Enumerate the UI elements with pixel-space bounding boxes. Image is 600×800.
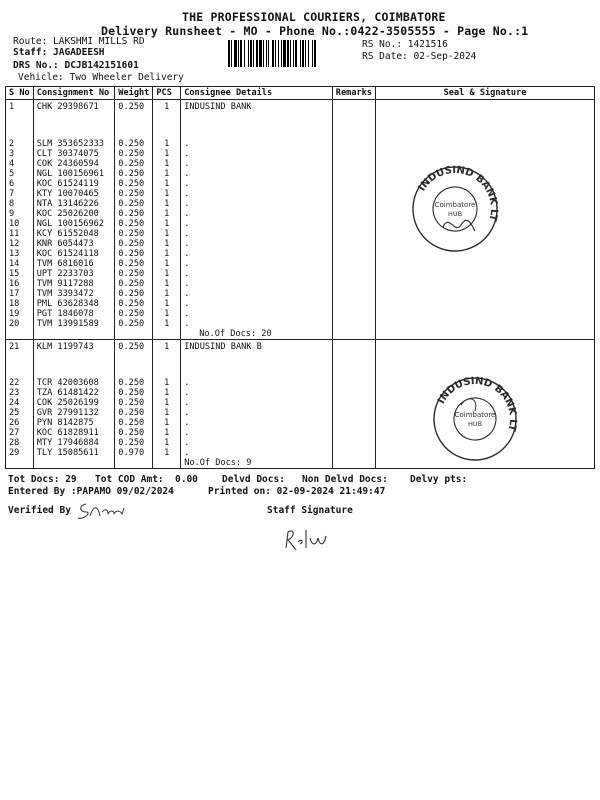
cell-consignment: PML 63628348 (33, 299, 115, 309)
drs-number: DRS No.: DCJB142151601 (13, 60, 139, 71)
cell-sno: 28 (6, 438, 34, 448)
cell-seal (376, 279, 595, 289)
cell-consignment: KLM 1199743 (33, 340, 115, 353)
table-row (6, 269, 595, 279)
cell-consignment: TCR 42003608 (33, 378, 115, 388)
cell-consignment: KOC 25026200 (33, 209, 115, 219)
cell-consignment: CHK 29398671 (33, 100, 115, 113)
cell-sno: 8 (6, 199, 34, 209)
cell-pcs: 1 (153, 398, 181, 408)
barcode-bar (308, 40, 309, 67)
cell-remarks (332, 159, 375, 169)
cell-pcs: 1 (153, 249, 181, 259)
cell-pcs: 1 (153, 209, 181, 219)
cell-consignee: . (181, 438, 333, 448)
cell-consignment: TVM 9117288 (33, 279, 115, 289)
cell-consignment: NGL 100156961 (33, 169, 115, 179)
staff-label: Staff: JAGADEESH (13, 47, 105, 58)
seal-center-city: Coimbatore (454, 411, 496, 419)
cell-pcs: 1 (153, 229, 181, 239)
cell-pcs: 1 (153, 159, 181, 169)
cell-remarks (332, 139, 375, 149)
col-remarks: Remarks (332, 87, 375, 100)
verified-by-label: Verified By (8, 505, 71, 516)
cell-consignee: . (181, 418, 333, 428)
cell-consignment: TZA 61481422 (33, 388, 115, 398)
cell-remarks (332, 418, 375, 428)
table-row (6, 309, 595, 319)
table-row (6, 169, 595, 179)
cell-weight: 0.250 (115, 189, 153, 199)
cell-sno: 22 (6, 378, 34, 388)
table-header (6, 87, 595, 100)
barcode-bar (259, 40, 262, 67)
cell-consignee: . (181, 388, 333, 398)
cell-pcs: 1 (153, 199, 181, 209)
table-row (6, 319, 595, 329)
tot-cod-amount: 0.00 (175, 474, 198, 485)
cell-remarks (332, 229, 375, 239)
cell-sno: 20 (6, 319, 34, 329)
group-1-footer (6, 329, 595, 340)
cell-weight: 0.250 (115, 418, 153, 428)
table-row (6, 279, 595, 289)
cell-seal (376, 100, 595, 113)
group-footer (6, 329, 595, 340)
barcode-bar (244, 40, 245, 67)
barcode-bar (293, 40, 294, 67)
cell-pcs: 1 (153, 319, 181, 329)
cell-consignment: CLT 30374075 (33, 149, 115, 159)
cell-consignee: . (181, 249, 333, 259)
cell-pcs: 1 (153, 418, 181, 428)
cell-weight: 0.250 (115, 219, 153, 229)
rs-number: RS No.: 1421516 (362, 39, 448, 50)
cell-sno: 24 (6, 398, 34, 408)
staff-signature (280, 524, 328, 554)
cell-consignee: . (181, 279, 333, 289)
cell-seal (376, 149, 595, 159)
cell-sno: 10 (6, 219, 34, 229)
bank-seal-stamp-2 (427, 375, 523, 463)
cell-pcs: 1 (153, 169, 181, 179)
cell-consignment: UPT 2233703 (33, 269, 115, 279)
cell-consignment: NGL 100156962 (33, 219, 115, 229)
cell-sno: 3 (6, 149, 34, 159)
cell-remarks (332, 259, 375, 269)
cell-sno: 4 (6, 159, 34, 169)
cell-pcs: 1 (153, 428, 181, 438)
cell-pcs: 1 (153, 269, 181, 279)
cell-pcs: 1 (153, 448, 181, 458)
cell-consignment: KTY 10070465 (33, 189, 115, 199)
col-weight: Weight (115, 87, 153, 100)
barcode-bar (302, 40, 304, 67)
cell-consignment: TVM 3393472 (33, 289, 115, 299)
tot-docs: Tot Docs: 29 (8, 474, 77, 485)
company-title: THE PROFESSIONAL COURIERS, COIMBATORE (182, 10, 446, 24)
cell-sno: 26 (6, 418, 34, 428)
cell-remarks (332, 199, 375, 209)
cell-consignee: . (181, 239, 333, 249)
cell-seal (376, 139, 595, 149)
cell-consignment: MTY 17946884 (33, 438, 115, 448)
barcode-bar (268, 40, 269, 67)
cell-consignee: . (181, 309, 333, 319)
cell-consignment: TLY 15085611 (33, 448, 115, 458)
cell-consignment: TVM 13991589 (33, 319, 115, 329)
cell-remarks (332, 428, 375, 438)
cell-remarks (332, 100, 375, 113)
cell-consignment: COK 25026199 (33, 398, 115, 408)
barcode-bar (314, 40, 316, 67)
col-sno: S No (6, 87, 34, 100)
seal-center-hub: HUB (447, 210, 463, 218)
cell-pcs: 1 (153, 438, 181, 448)
cell-consignment: TVM 6816016 (33, 259, 115, 269)
col-consignee: Consignee Details (181, 87, 333, 100)
barcode-bar (250, 40, 252, 67)
cell-remarks (332, 189, 375, 199)
cell-weight: 0.250 (115, 229, 153, 239)
cell-pcs: 1 (153, 289, 181, 299)
seal-arc-text: INDUSIND BANK LTD. (436, 375, 519, 433)
table-row (6, 239, 595, 249)
cell-consignee: . (181, 289, 333, 299)
cell-sno: 13 (6, 249, 34, 259)
barcode-bar (263, 40, 264, 67)
barcode-bar (231, 40, 232, 67)
cell-seal (376, 309, 595, 319)
cell-weight: 0.250 (115, 289, 153, 299)
rs-date: RS Date: 02-Sep-2024 (362, 51, 477, 62)
cell-weight: 0.250 (115, 269, 153, 279)
barcode-bar (248, 40, 249, 67)
col-seal-signature: Seal & Signature (376, 87, 595, 100)
cell-consignee: . (181, 269, 333, 279)
cell-seal (376, 289, 595, 299)
table-row (6, 259, 595, 269)
cell-seal (376, 259, 595, 269)
barcode (228, 40, 356, 67)
cell-consignment: KOC 61828911 (33, 428, 115, 438)
cell-weight: 0.250 (115, 149, 153, 159)
cell-sno: 14 (6, 259, 34, 269)
barcode-bar (278, 40, 279, 67)
cell-consignee: . (181, 448, 333, 458)
cell-consignee: . (181, 398, 333, 408)
cell-consignee: . (181, 149, 333, 159)
cell-pcs: 1 (153, 378, 181, 388)
cell-sno: 25 (6, 408, 34, 418)
cell-pcs: 1 (153, 219, 181, 229)
col-pcs: PCS (153, 87, 181, 100)
delvy-pts: Delvy pts: (410, 474, 468, 485)
cell-seal (376, 299, 595, 309)
cell-weight: 0.250 (115, 259, 153, 269)
cell-consignment: KCY 61552048 (33, 229, 115, 239)
cell-weight: 0.250 (115, 239, 153, 249)
table-row (6, 299, 595, 309)
cell-pcs: 1 (153, 179, 181, 189)
table-row (6, 159, 595, 169)
table-row (6, 289, 595, 299)
table-row (6, 189, 595, 199)
cell-weight: 0.250 (115, 398, 153, 408)
cell-weight: 0.250 (115, 428, 153, 438)
cell-sno: 29 (6, 448, 34, 458)
cell-remarks (332, 289, 375, 299)
barcode-bar (275, 40, 276, 67)
printed-on: Printed on: 02-09-2024 21:49:47 (208, 486, 386, 497)
cell-pcs: 1 (153, 239, 181, 249)
cell-pcs: 1 (153, 279, 181, 289)
cell-sno: 17 (6, 289, 34, 299)
runsheet-subtitle: Delivery Runsheet - MO - Phone No.:0422-3505555 - Page No.:1 (101, 24, 529, 38)
cell-weight: 0.250 (115, 378, 153, 388)
cell-sno: 18 (6, 299, 34, 309)
cell-weight: 0.250 (115, 199, 153, 209)
cell-consignee: . (181, 319, 333, 329)
cell-consignment: GVR 27991132 (33, 408, 115, 418)
cell-seal (376, 269, 595, 279)
entered-by: Entered By :PAPAMO 09/02/2024 (8, 486, 174, 497)
cell-pcs: 1 (153, 388, 181, 398)
cell-consignee: . (181, 159, 333, 169)
table-row (6, 209, 595, 219)
tot-cod-label: Tot COD Amt: (95, 474, 164, 485)
cell-consignee: . (181, 259, 333, 269)
barcode-bar (256, 40, 258, 67)
table-row (6, 100, 595, 113)
cell-weight: 0.250 (115, 249, 153, 259)
cell-weight: 0.250 (115, 169, 153, 179)
cell-weight: 0.250 (115, 438, 153, 448)
cell-remarks (332, 438, 375, 448)
cell-remarks (332, 269, 375, 279)
barcode-bar (238, 40, 239, 67)
cell-remarks (332, 378, 375, 388)
cell-remarks (332, 448, 375, 458)
col-consignment: Consignment No (33, 87, 115, 100)
verified-signature (74, 498, 130, 522)
cell-remarks (332, 309, 375, 319)
group-1-rows (6, 139, 595, 329)
group-1 (6, 100, 595, 140)
cell-sno: 1 (6, 100, 34, 113)
cell-weight: 0.250 (115, 179, 153, 189)
cell-remarks (332, 319, 375, 329)
cell-sno: 19 (6, 309, 34, 319)
table-row (6, 199, 595, 209)
cell-weight: 0.250 (115, 340, 153, 353)
cell-pcs: 1 (153, 100, 181, 113)
cell-sno: 6 (6, 179, 34, 189)
bank-seal-stamp (405, 165, 505, 253)
cell-remarks (332, 340, 375, 353)
cell-sno: 9 (6, 209, 34, 219)
cell-consignment: SLM 353652333 (33, 139, 115, 149)
barcode-bar (283, 40, 286, 67)
cell-weight: 0.250 (115, 279, 153, 289)
cell-remarks (332, 388, 375, 398)
group-2 (6, 340, 595, 379)
cell-consignee: . (181, 229, 333, 239)
cell-sno: 7 (6, 189, 34, 199)
cell-weight: 0.250 (115, 309, 153, 319)
cell-pcs: 1 (153, 139, 181, 149)
cell-consignment: KOC 61524118 (33, 249, 115, 259)
barcode-bar (290, 40, 291, 67)
seal-center-hub: HUB (467, 420, 483, 428)
table-row (6, 249, 595, 259)
cell-consignment: KNR 6054473 (33, 239, 115, 249)
barcode-bar (253, 40, 254, 67)
seal-arc-text: INDUSIND BANK LTD. (416, 165, 500, 223)
table-row (6, 149, 595, 159)
barcode-bar (281, 40, 282, 67)
cell-sno: 15 (6, 269, 34, 279)
cell-pcs: 1 (153, 149, 181, 159)
table-row (6, 229, 595, 239)
table-row (6, 219, 595, 229)
cell-consignee: . (181, 428, 333, 438)
seal-signature-scribble (461, 399, 476, 411)
cell-remarks (332, 408, 375, 418)
staff-signature-label: Staff Signature (267, 505, 353, 516)
cell-remarks (332, 279, 375, 289)
cell-consignment: COK 24360594 (33, 159, 115, 169)
cell-consignee: . (181, 169, 333, 179)
cell-consignment: PGT 1846078 (33, 309, 115, 319)
barcode-bar (240, 40, 242, 67)
cell-seal (376, 319, 595, 329)
barcode-bar (312, 40, 313, 67)
cell-remarks (332, 209, 375, 219)
cell-pcs: 1 (153, 189, 181, 199)
barcode-bar (266, 40, 267, 67)
cell-sno: 21 (6, 340, 34, 353)
cell-sno: 2 (6, 139, 34, 149)
cell-weight: 0.250 (115, 139, 153, 149)
cell-pcs: 1 (153, 259, 181, 269)
docs-count: No.Of Docs: 9 (181, 458, 333, 469)
cell-consignee: . (181, 299, 333, 309)
cell-remarks (332, 249, 375, 259)
table-row (6, 340, 595, 353)
spacer-row (6, 112, 595, 139)
cell-consignee: . (181, 139, 333, 149)
cell-consignee: INDUSIND BANK B (181, 340, 333, 353)
cell-remarks (332, 179, 375, 189)
cell-consignee: . (181, 189, 333, 199)
cell-remarks (332, 398, 375, 408)
cell-remarks (332, 149, 375, 159)
cell-consignee: . (181, 209, 333, 219)
cell-remarks (332, 219, 375, 229)
cell-consignee: . (181, 219, 333, 229)
barcode-bar (272, 40, 274, 67)
cell-remarks (332, 239, 375, 249)
cell-remarks (332, 169, 375, 179)
cell-weight: 0.250 (115, 159, 153, 169)
cell-weight: 0.250 (115, 299, 153, 309)
cell-sno: 27 (6, 428, 34, 438)
barcode-bar (234, 40, 237, 67)
cell-consignment: NTA 13146226 (33, 199, 115, 209)
barcode-bar (305, 40, 306, 67)
barcode-bar (300, 40, 301, 67)
cell-pcs: 1 (153, 340, 181, 353)
route-label: Route: LAKSHMI MILLS RD (13, 36, 145, 47)
cell-consignment: PYN 8142875 (33, 418, 115, 428)
barcode-bar (287, 40, 289, 67)
cell-remarks (332, 299, 375, 309)
cell-pcs: 1 (153, 309, 181, 319)
cell-sno: 16 (6, 279, 34, 289)
cell-weight: 0.970 (115, 448, 153, 458)
cell-weight: 0.250 (115, 408, 153, 418)
cell-consignee: . (181, 408, 333, 418)
cell-consignee: . (181, 179, 333, 189)
cell-consignee: . (181, 378, 333, 388)
seal-center-city: Coimbatore (434, 201, 476, 209)
docs-count: No.Of Docs: 20 (181, 329, 333, 340)
non-delvd-docs: Non Delvd Docs: (302, 474, 388, 485)
cell-sno: 11 (6, 229, 34, 239)
cell-consignee: INDUSIND BANK (181, 100, 333, 113)
table-row (6, 139, 595, 149)
cell-sno: 5 (6, 169, 34, 179)
cell-seal (376, 340, 595, 353)
table-row (6, 179, 595, 189)
cell-consignee: . (181, 199, 333, 209)
cell-weight: 0.250 (115, 388, 153, 398)
cell-weight: 0.250 (115, 100, 153, 113)
cell-sno: 23 (6, 388, 34, 398)
delvd-docs: Delvd Docs: (222, 474, 285, 485)
barcode-bar (295, 40, 297, 67)
cell-weight: 0.250 (115, 319, 153, 329)
barcode-bar (228, 40, 230, 67)
vehicle-label: Vehicle: Two Wheeler Delivery (18, 72, 184, 83)
cell-pcs: 1 (153, 408, 181, 418)
cell-consignment: KOC 61524119 (33, 179, 115, 189)
cell-pcs: 1 (153, 299, 181, 309)
cell-sno: 12 (6, 239, 34, 249)
cell-weight: 0.250 (115, 209, 153, 219)
